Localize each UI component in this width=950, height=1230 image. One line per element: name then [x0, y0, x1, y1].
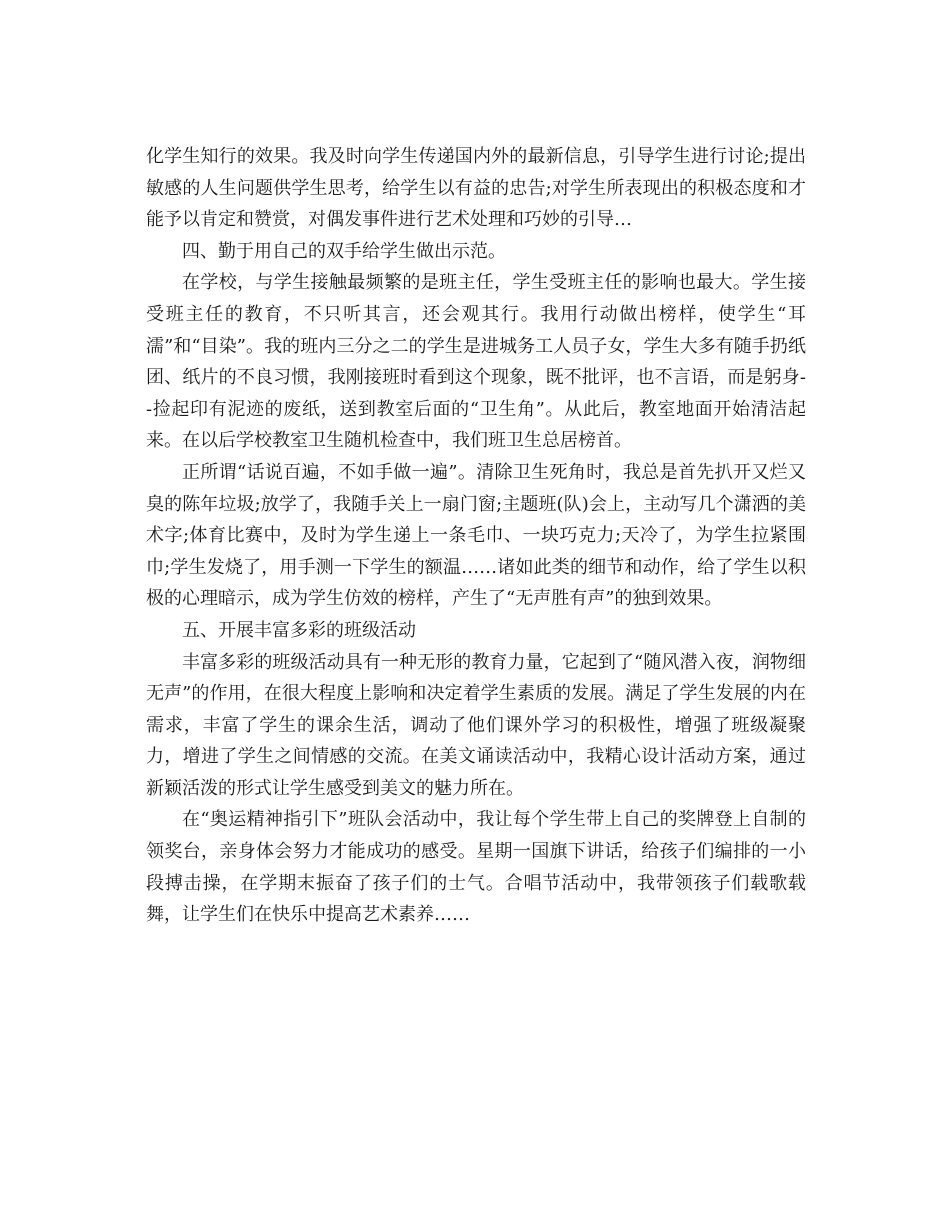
section-heading-five: 五、开展丰富多彩的班级活动: [182, 619, 416, 641]
document-body: [146, 141, 806, 931]
paragraph: 在学校，与学生接触最频繁的是班主任，学生受班主任的影响也最大。学生接受班主任的教育，不只听其言，还会观其行。我用行动做出榜样，使学生“耳濡”和“目染”。我的班内三分之二的学生是进城务工人员子女，学生大多有随手扔纸团、纸片的不良习惯，我刚接班时看到这个现象，既不批评，也不言语，而是躬身--捡起印有泥迹的废纸，送到教室后面的“卫生角”。从此后，教室地面开始清洁起来。在以后学校教室卫生随机检查中，我们班卫生总居榜首。: [146, 272, 806, 452]
paragraph: 丰富多彩的班级活动具有一种无形的教育力量，它起到了“随风潜入夜，润物细无声”的作用，在很大程度上影响和决定着学生素质的发展。满足了学生发展的内在需求，丰富了学生的课余生活，调动了他们课外学习的积极性，增强了班级凝聚力，增进了学生之间情感的交流。在美文诵读活动中，我精心设计活动方案，通过新颖活泼的形式让学生感受到美文的魅力所在。: [146, 651, 806, 799]
paragraph: 正所谓“话说百遍，不如手做一遍”。清除卫生死角时，我总是首先扒开又烂又臭的陈年垃圾;放学了，我随手关上一扇门窗;主题班(队)会上，主动写几个潇洒的美术字;体育比赛中，及时为学生递上一条毛巾、一块巧克力;天冷了，为学生拉紧围巾;学生发烧了，用手测一下学生的额温……诸如此类的细节和动作，给了学生以积极的心理暗示，成为学生仿效的榜样，产生了“无声胜有声”的独到效果。: [146, 461, 806, 610]
paragraph: 在“奥运精神指引下”班队会活动中，我让每个学生带上自己的奖牌登上自制的领奖台，亲身体会努力才能成功的感受。星期一国旗下讲话，给孩子们编排的一小段搏击操，在学期末振奋了孩子们的士气。合唱节活动中，我带领孩子们载歌载舞，让学生们在快乐中提高艺术素养……: [146, 809, 806, 926]
paragraph-continuation: 化学生知行的效果。我及时向学生传递国内外的最新信息，引导学生进行讨论;提出敏感的人生问题供学生思考，给学生以有益的忠告;对学生所表现出的积极态度和才能予以肯定和赞赏，对偶发事件进行艺术处理和巧妙的引导…: [146, 146, 806, 231]
section-heading-four: 四、勤于用自己的双手给学生做出示范。: [182, 240, 506, 262]
